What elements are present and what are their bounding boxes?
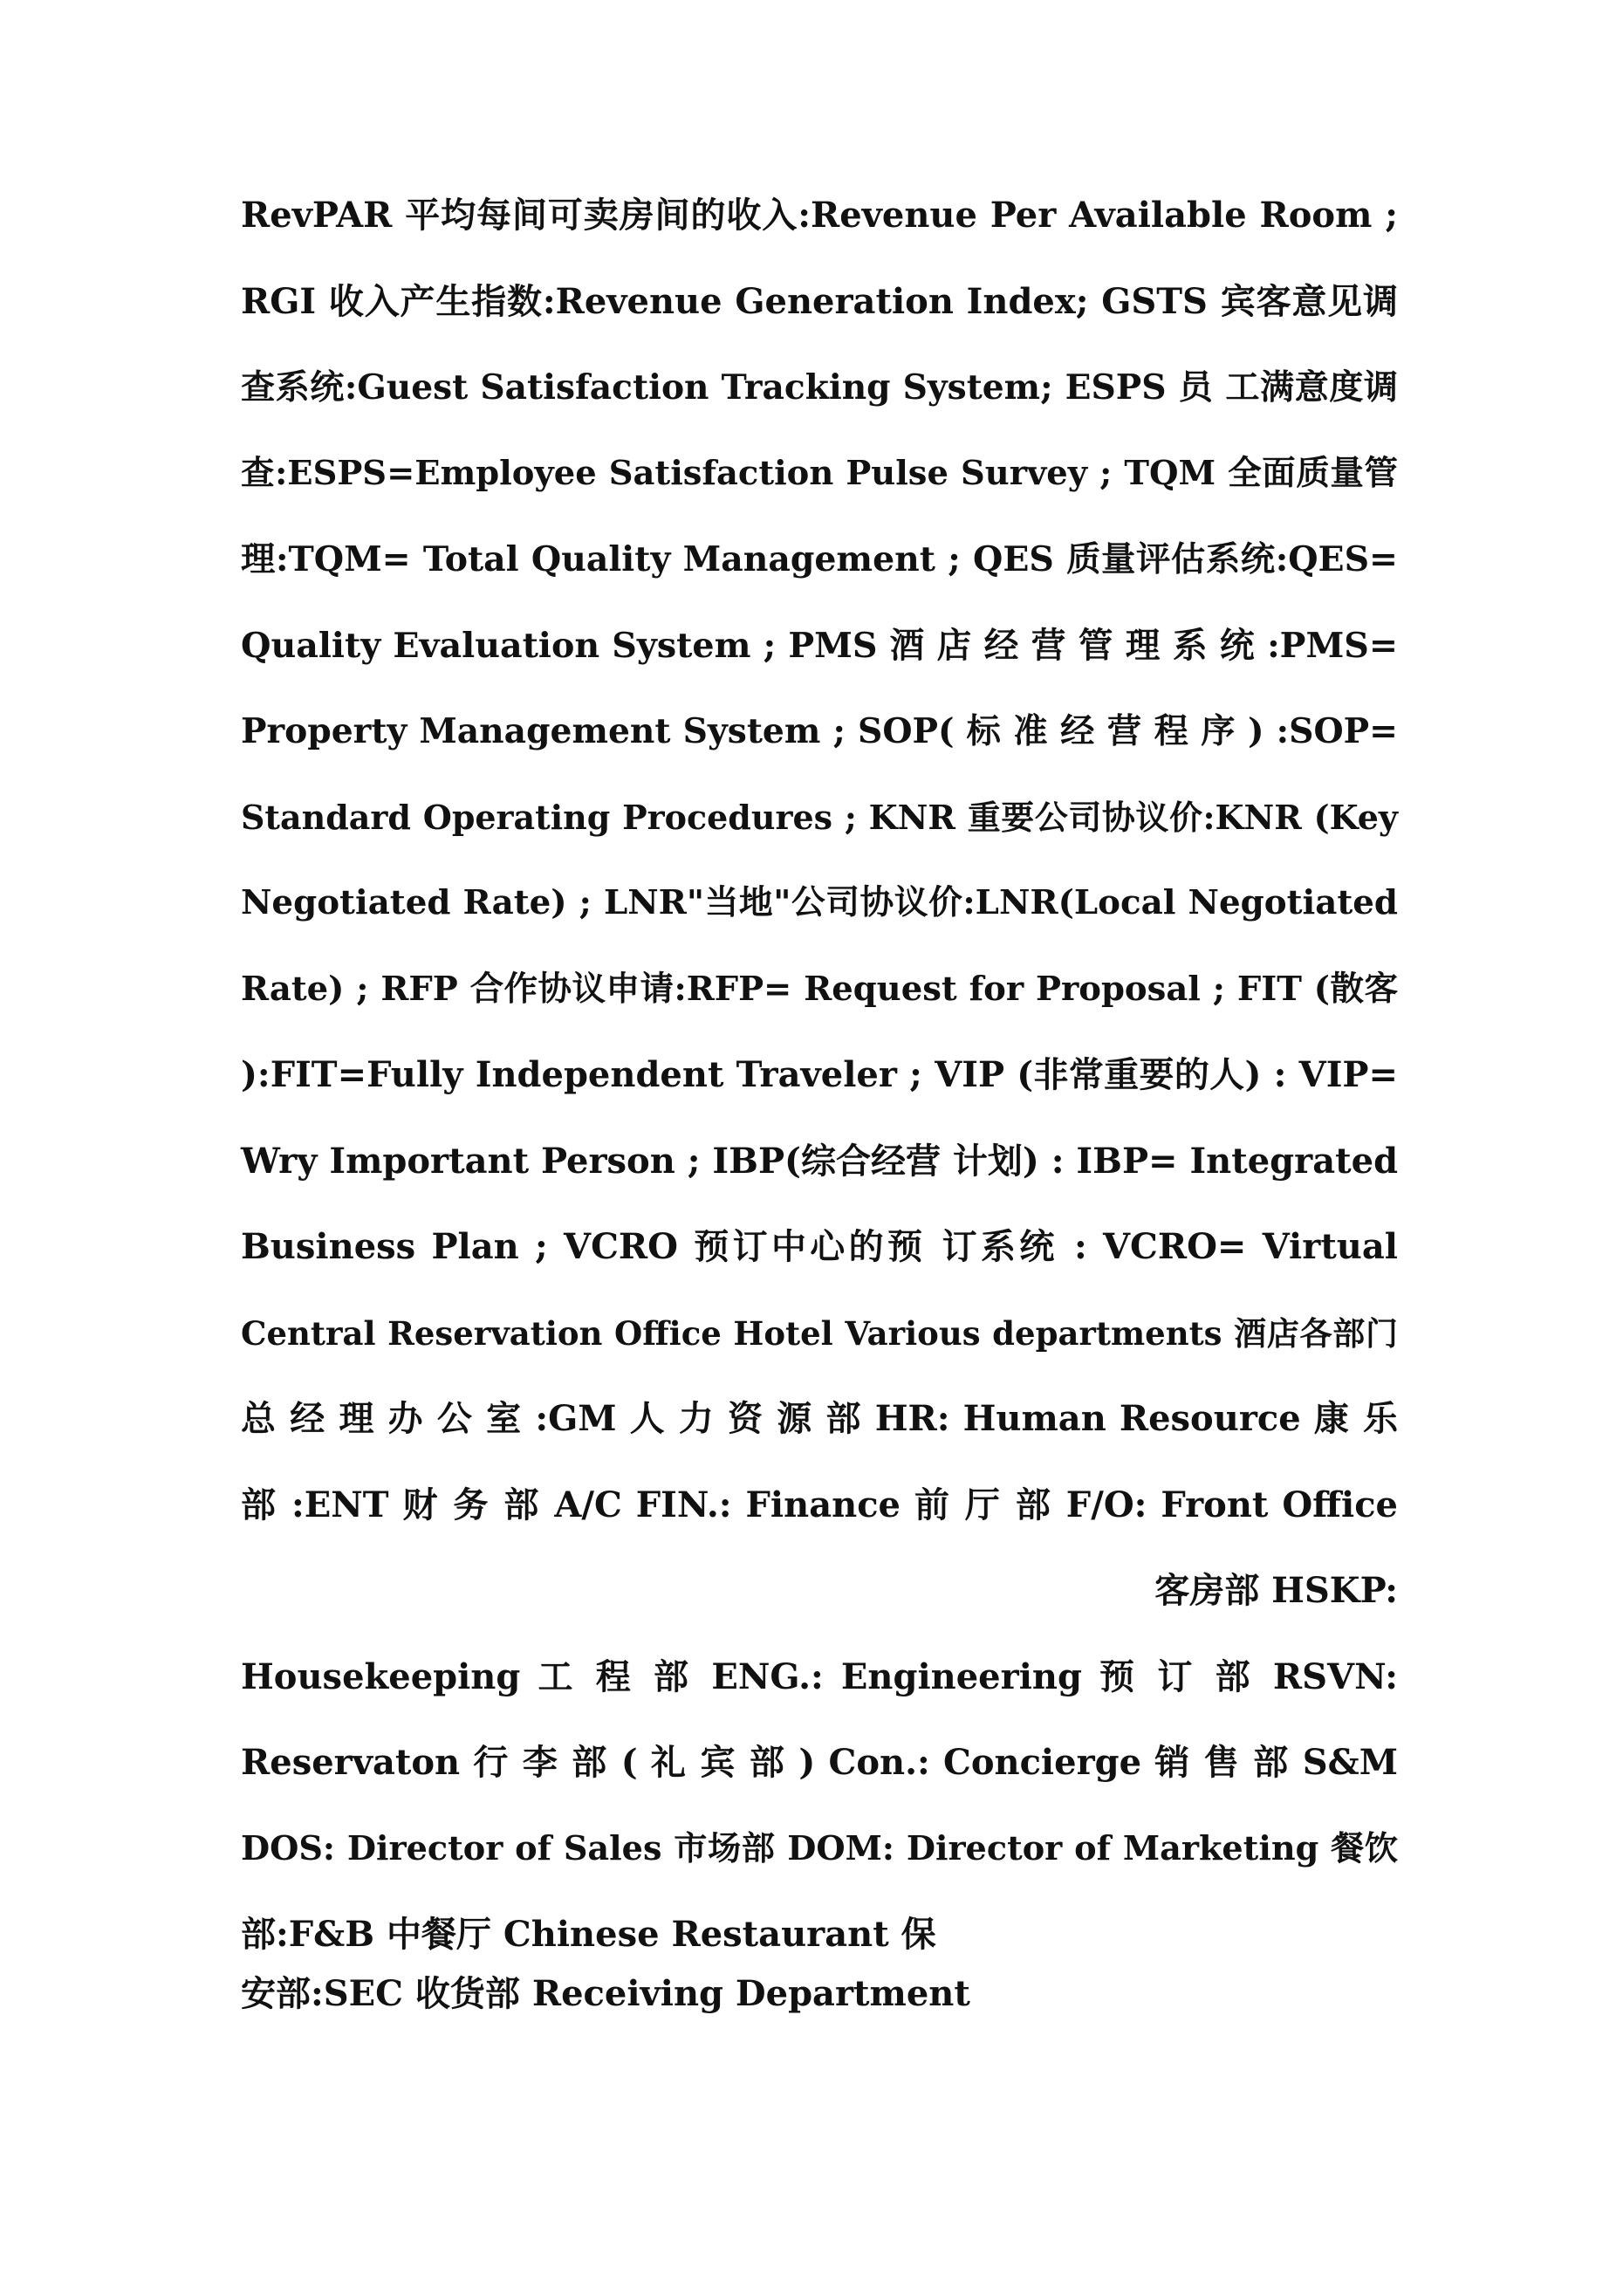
text-line: Negotiated Rate) ; LNR"当地"公司协议价:LNR(Local Negotiated: [241, 883, 1398, 922]
text-line: 部 :ENT 财 务 部 A/C FIN.: Finance 前 厅 部 F/O: Front Office: [241, 1484, 1398, 1525]
text-line: 查:ESPS=Employee Satisfaction Pulse Survey ; TQM 全面质量管: [241, 453, 1398, 493]
text-line: RevPAR 平均每间可卖房间的收入:Revenue Per Available Room ;: [241, 195, 1398, 236]
text-line: 安部:SEC 收货部 Receiving Department: [241, 1973, 970, 2014]
text-line: Central Reservation Office Hotel Various departments 酒店各部门: [241, 1313, 1398, 1353]
text-line: Rate) ; RFP 合作协议申请:RFP= Request for Proposal ; FIT (散客: [241, 969, 1398, 1009]
text-line: Quality Evaluation System ; PMS 酒 店 经 营 管 理 系 统 :PMS=: [241, 625, 1398, 666]
text-line: Housekeeping 工 程 部 ENG.: Engineering 预 订 部 RSVN:: [241, 1655, 1398, 1697]
text-line: 理:TQM= Total Quality Management ; QES 质量评估系统:QES=: [241, 539, 1398, 579]
text-line: 总 经 理 办 公 室 :GM 人 力 资 源 部 HR: Human Resource 康 乐: [241, 1398, 1398, 1439]
text-line: RGI 收入产生指数:Revenue Generation Index; GSTS 宾客意见调: [241, 280, 1398, 322]
text-line: Reservaton 行 李 部 ( 礼 宾 部 ) Con.: Concierge 销 售 部 S&M: [241, 1742, 1398, 1783]
text-line: 查系统:Guest Satisfaction Tracking System; ESPS 员 工满意度调: [241, 367, 1398, 408]
text-line: 客房部 HSKP:: [1154, 1570, 1398, 1611]
text-line: Property Management System ; SOP( 标 准 经 营 程 序 ) :SOP=: [241, 711, 1398, 751]
text-line: 部:F&B 中餐厅 Chinese Restaurant 保: [241, 1914, 936, 1955]
text-line: Standard Operating Procedures ; KNR 重要公司协议价:KNR (Key: [241, 797, 1398, 837]
text-line: DOS: Director of Sales 市场部 DOM: Director of Marketing 餐饮: [241, 1828, 1398, 1868]
text-line: Business Plan ; VCRO 预订中心的预 订系统 : VCRO= Virtual: [241, 1226, 1398, 1267]
glossary-text: [241, 173, 1398, 2023]
text-line: Wry Important Person ; IBP(综合经营 计划) : IBP= Integrated: [241, 1140, 1399, 1182]
text-line: ):FIT=Fully Independent Traveler ; VIP (非常重要的人) : VIP=: [241, 1054, 1398, 1095]
